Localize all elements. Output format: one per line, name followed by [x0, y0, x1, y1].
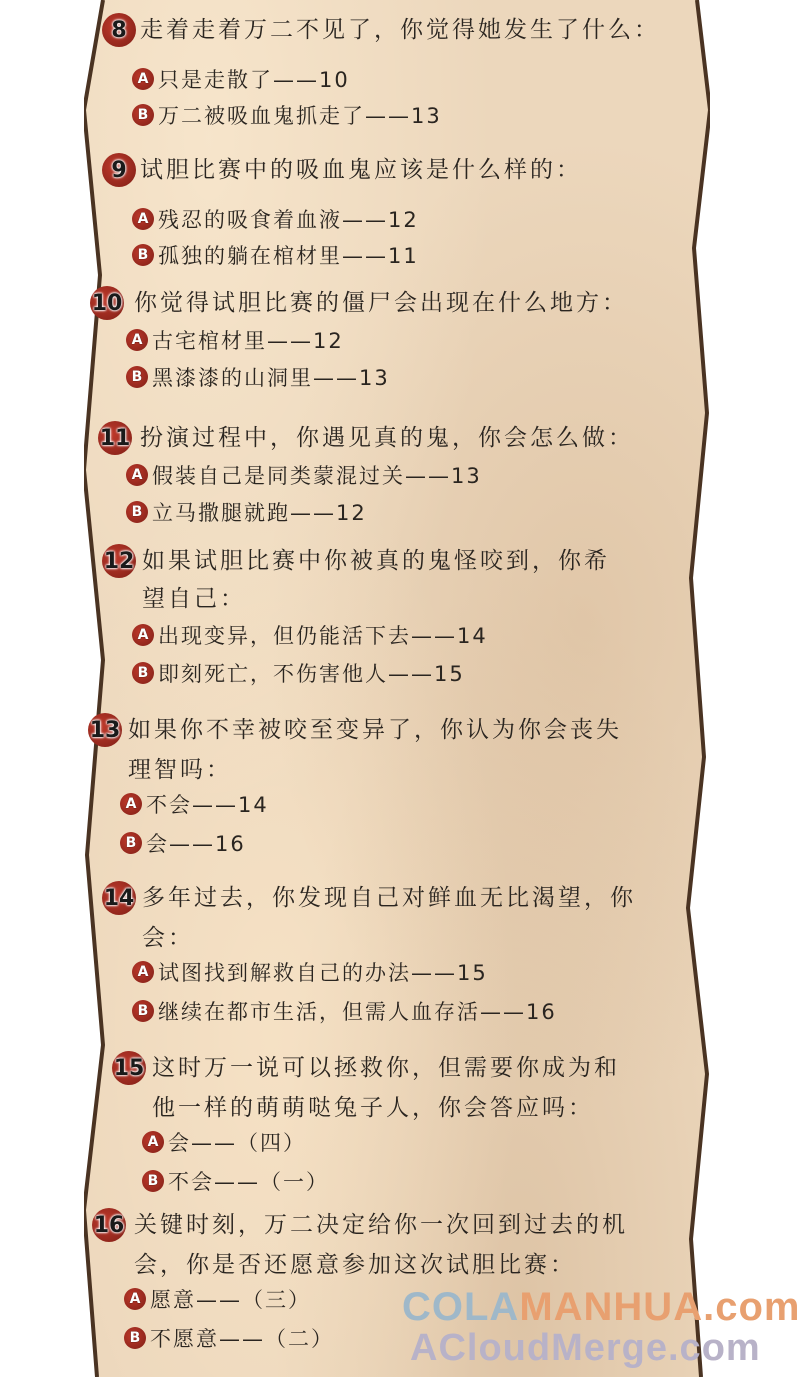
question-text: 走着走着万二不见了，你觉得她发生了什么： — [140, 17, 660, 43]
option-a — [124, 1284, 311, 1314]
option-letter: B — [137, 247, 149, 263]
option-a — [132, 64, 350, 94]
option-text: 孤独的躺在棺材里——11 — [158, 244, 419, 268]
option-b — [132, 240, 419, 270]
question-number: 10 — [91, 290, 123, 316]
option-letter: A — [147, 1134, 159, 1150]
option-marker — [126, 501, 148, 523]
option-text: 万二被吸血鬼抓走了——13 — [158, 104, 442, 128]
question-number-badge — [102, 13, 136, 47]
question-text-line2: 理智吗： — [128, 757, 232, 783]
option-a — [132, 204, 419, 234]
question-text: 这时万一说可以拯救你，但需要你成为和 — [152, 1055, 620, 1081]
option-marker — [126, 366, 148, 388]
option-letter: B — [137, 1003, 149, 1019]
option-a — [126, 460, 482, 490]
option-letter: A — [137, 964, 149, 980]
option-text: 会——（四） — [168, 1131, 306, 1155]
option-text: 立马撒腿就跑——12 — [152, 501, 367, 525]
option-text: 不会——（一） — [168, 1170, 329, 1194]
question-number-badge — [102, 544, 136, 578]
question-number: 11 — [99, 425, 131, 451]
option-letter: B — [125, 835, 137, 851]
option-a — [120, 789, 269, 819]
question-number-badge — [98, 421, 132, 455]
question-number-badge — [90, 286, 124, 320]
question-number: 14 — [103, 885, 135, 911]
option-a — [126, 325, 344, 355]
option-a — [142, 1127, 306, 1157]
option-letter: A — [125, 796, 137, 812]
question-text: 你觉得试胆比赛的僵尸会出现在什么地方： — [134, 290, 628, 316]
option-b — [126, 362, 390, 392]
option-letter: A — [129, 1291, 141, 1307]
question-number-badge — [88, 713, 122, 747]
option-letter: A — [137, 71, 149, 87]
option-b — [132, 658, 465, 688]
option-text: 出现变异，但仍能活下去——14 — [158, 624, 488, 648]
option-text: 残忍的吸食着血液——12 — [158, 208, 419, 232]
option-text: 继续在都市生活，但需人血存活——16 — [158, 1000, 557, 1024]
option-text: 只是走散了——10 — [158, 68, 350, 92]
question-number: 9 — [111, 157, 127, 183]
option-text: 古宅棺材里——12 — [152, 329, 344, 353]
option-marker — [132, 244, 154, 266]
option-letter: B — [129, 1330, 141, 1346]
option-text: 试图找到解救自己的办法——15 — [158, 961, 488, 985]
option-letter: B — [137, 107, 149, 123]
option-marker — [120, 832, 142, 854]
question-number-badge — [102, 881, 136, 915]
option-marker — [124, 1327, 146, 1349]
option-b — [142, 1166, 329, 1196]
option-b — [124, 1323, 334, 1353]
option-marker — [126, 464, 148, 486]
question-text-line2: 会： — [142, 925, 194, 951]
option-marker — [132, 662, 154, 684]
question-number: 8 — [111, 17, 127, 43]
question-text: 关键时刻，万二决定给你一次回到过去的机 — [134, 1212, 628, 1238]
option-letter: A — [137, 211, 149, 227]
option-text: 即刻死亡，不伤害他人——15 — [158, 662, 465, 686]
question-text: 多年过去，你发现自己对鲜血无比渴望，你 — [142, 885, 636, 911]
question-number-badge — [92, 1208, 126, 1242]
option-marker — [120, 793, 142, 815]
option-text: 愿意——（三） — [150, 1288, 311, 1312]
option-text: 不会——14 — [146, 793, 269, 817]
option-letter: A — [137, 627, 149, 643]
option-marker — [132, 104, 154, 126]
option-b — [132, 100, 442, 130]
option-letter: B — [131, 369, 143, 385]
question-number-badge — [112, 1051, 146, 1085]
option-marker — [124, 1288, 146, 1310]
question-text-line2: 会，你是否还愿意参加这次试胆比赛： — [134, 1252, 576, 1278]
option-letter: A — [131, 467, 143, 483]
question-number: 12 — [103, 548, 135, 574]
question-number: 15 — [113, 1055, 145, 1081]
question-text-line2: 望自己： — [142, 586, 246, 612]
option-a — [132, 620, 488, 650]
option-letter: B — [147, 1173, 159, 1189]
option-text: 假装自己是同类蒙混过关——13 — [152, 464, 482, 488]
question-number: 16 — [93, 1212, 125, 1238]
option-marker — [126, 329, 148, 351]
option-b — [120, 828, 246, 858]
option-text: 会——16 — [146, 832, 246, 856]
question-text: 扮演过程中，你遇见真的鬼，你会怎么做： — [140, 425, 634, 451]
option-letter: A — [131, 332, 143, 348]
option-letter: B — [137, 665, 149, 681]
option-marker — [132, 1000, 154, 1022]
watermark-acloudmerge: ACloudMerge.com — [410, 1327, 761, 1369]
option-marker — [132, 624, 154, 646]
option-marker — [142, 1131, 164, 1153]
option-marker — [132, 68, 154, 90]
option-letter: B — [131, 504, 143, 520]
option-text: 不愿意——（二） — [150, 1327, 334, 1351]
question-number-badge — [102, 153, 136, 187]
question-text: 如果你不幸被咬至变异了，你认为你会丧失 — [128, 717, 622, 743]
option-marker — [142, 1170, 164, 1192]
question-text: 如果试胆比赛中你被真的鬼怪咬到，你希 — [142, 548, 610, 574]
option-b — [126, 497, 367, 527]
watermark-colamanhua: COLAMANHUA.com — [402, 1285, 800, 1329]
question-text-line2: 他一样的萌萌哒兔子人，你会答应吗： — [152, 1095, 594, 1121]
option-text: 黑漆漆的山洞里——13 — [152, 366, 390, 390]
option-marker — [132, 208, 154, 230]
option-a — [132, 957, 488, 987]
option-b — [132, 996, 557, 1026]
option-marker — [132, 961, 154, 983]
question-number: 13 — [89, 717, 121, 743]
question-text: 试胆比赛中的吸血鬼应该是什么样的： — [140, 157, 582, 183]
